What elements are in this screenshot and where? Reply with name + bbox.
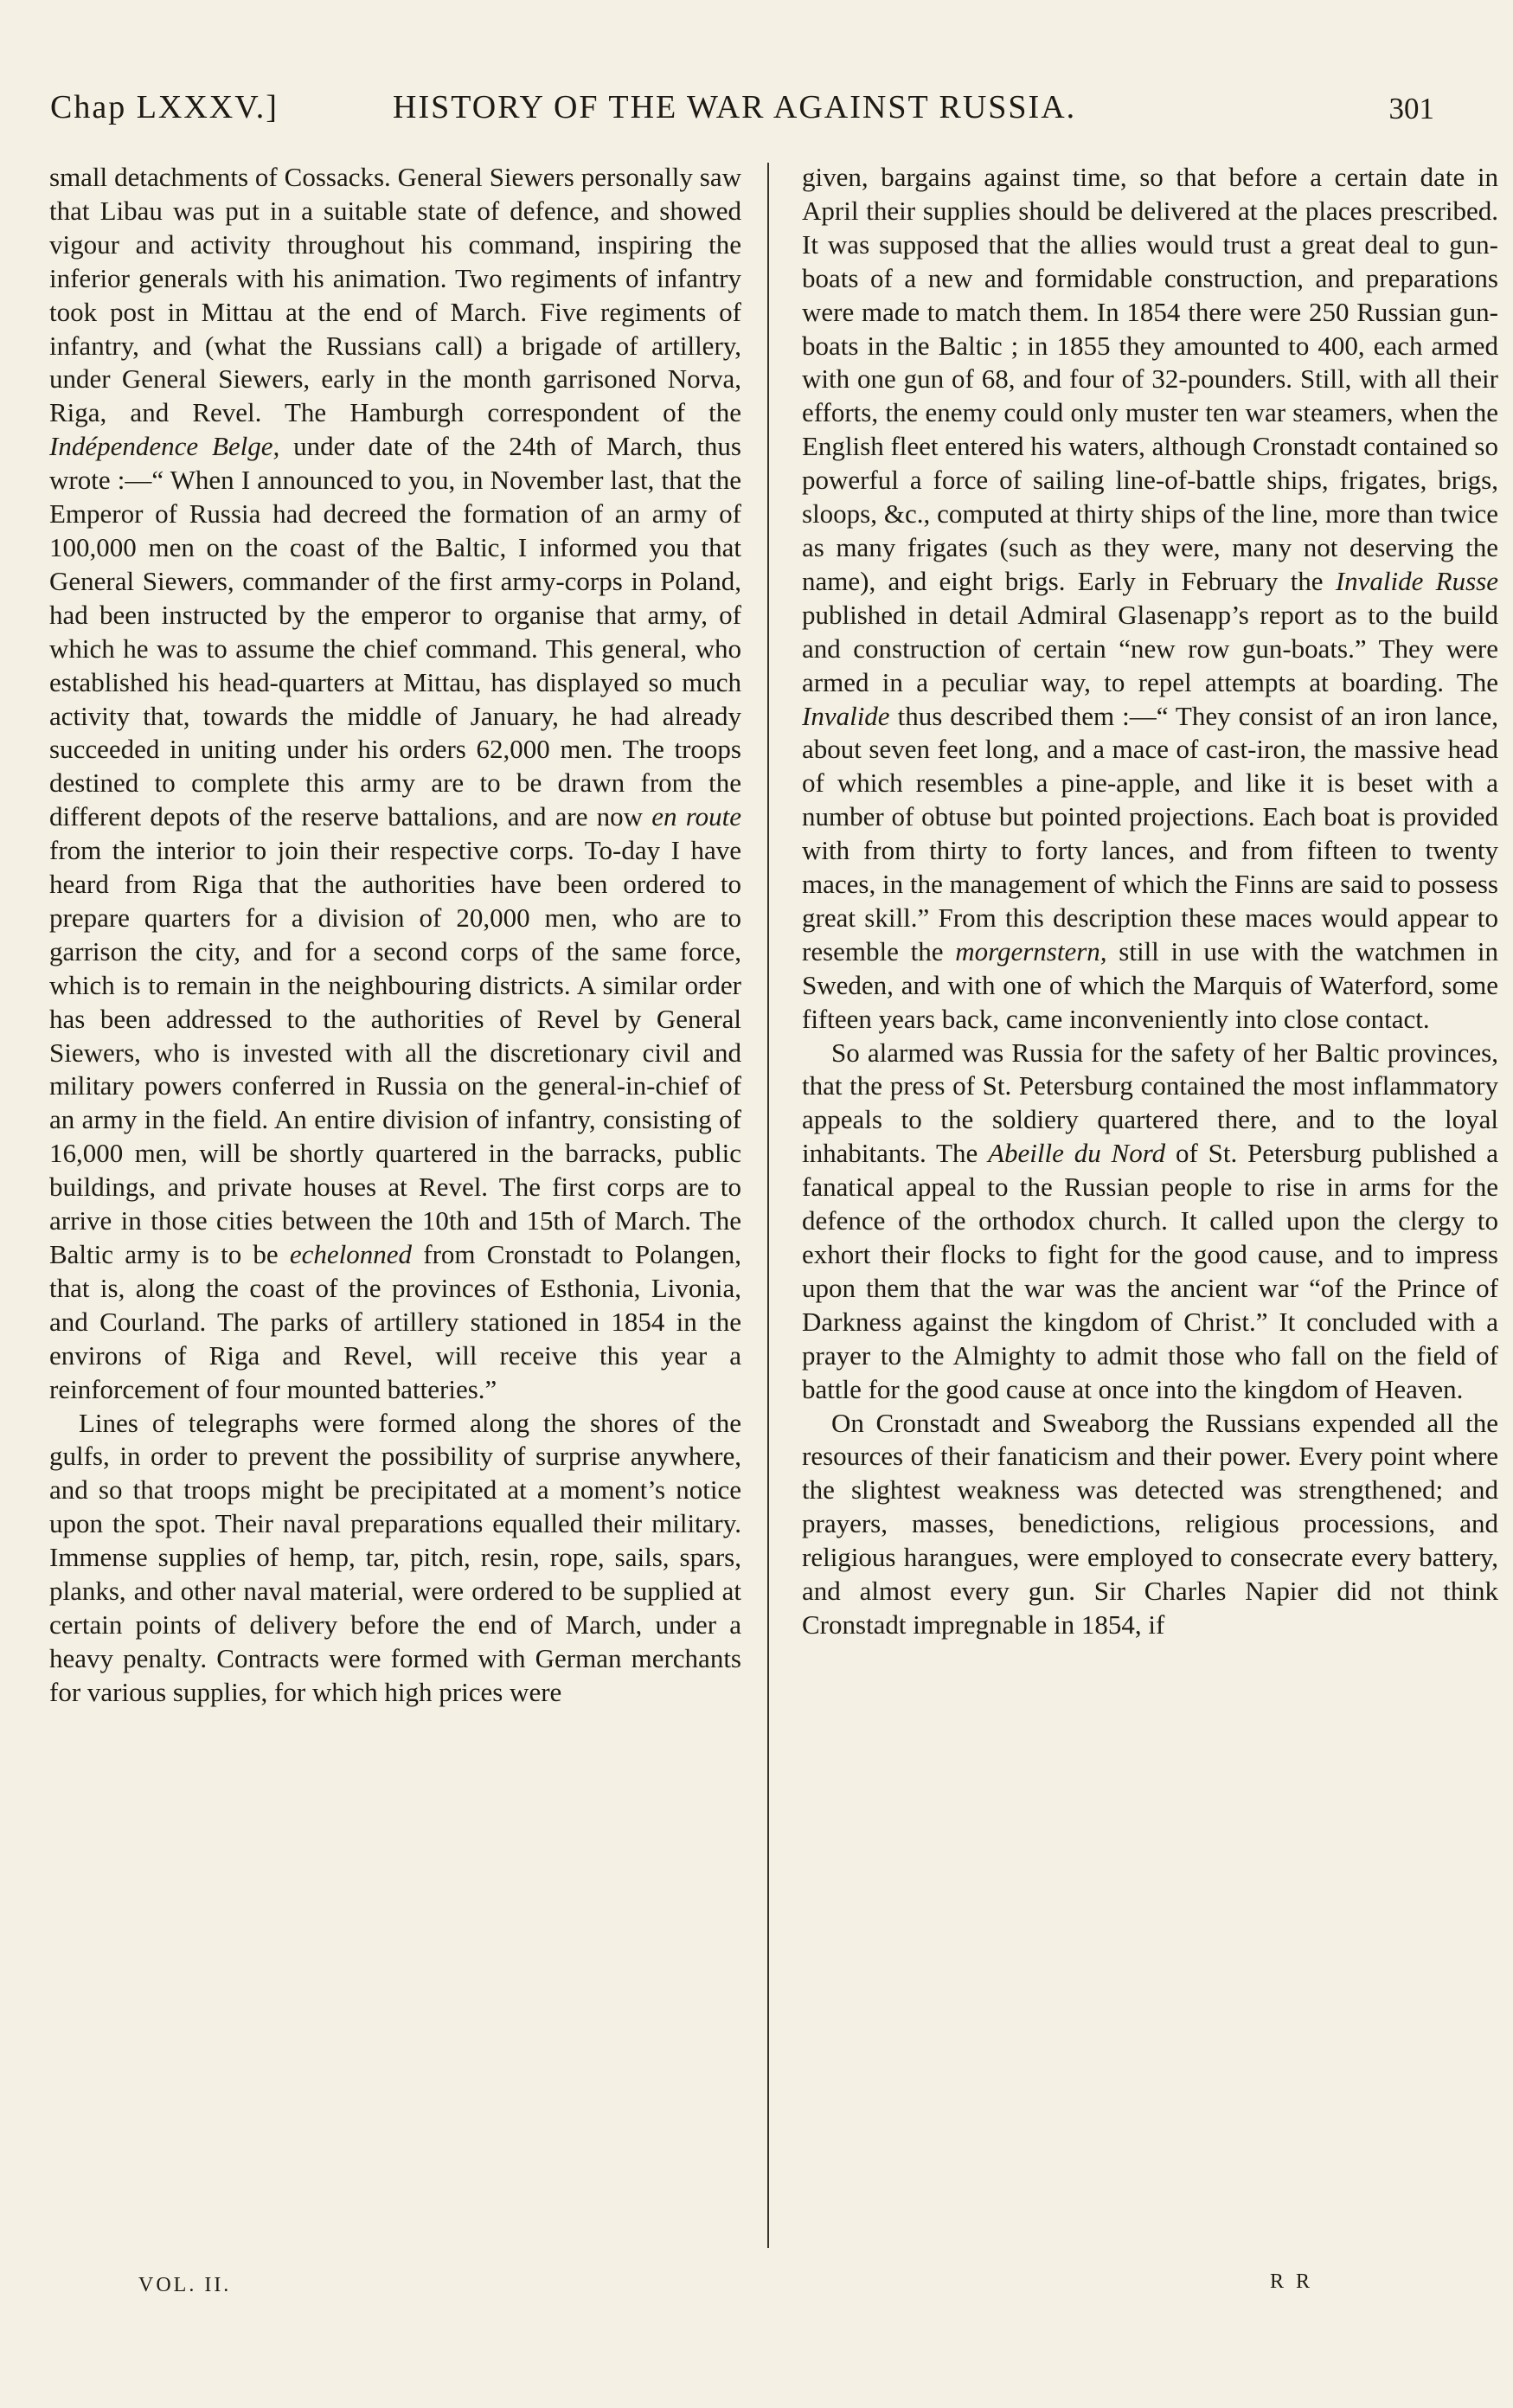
italic-run: morgernstern, <box>955 935 1107 966</box>
text-run: published in detail Admiral Glasenapp’s report as to the build and construction of certain “new row gun-boats.” They were armed in a peculiar way, to repel attempts at boarding. The <box>802 599 1498 697</box>
paragraph <box>49 161 741 1407</box>
signature-mark: R R <box>1270 2270 1314 2293</box>
text-run: under date of the 24th of March, thus wrote :—“ When I announced to you, in November last, that the Emperor of Russia had decreed the formation of an army of 100,000 men on the coast of the Baltic, I informed you that General Siewers, commander of the first army-corps in Poland, had been instructed by the emperor to organise that army, of which he was to assume the chief command. This general, who established his head-quarters at Mittau, has displayed so much activity that, towards the middle of January, he had already succeeded in uniting under his orders 62,000 men. The troops destined to complete this army are to be drawn from the different depots of the reserve battalions, and are now <box>49 431 741 832</box>
italic-run: Indépendence Belge, <box>49 431 280 462</box>
text-run: So alarmed was Russia for the safety of her Baltic provinces, that the press of St. Petersburg contained the most inflammatory appeals to the soldiery quartered there, and to the loyal inhabitants. The <box>802 1037 1498 1169</box>
page-number: 301 <box>1388 92 1434 125</box>
italic-run: en route <box>651 801 742 832</box>
chapter-label: Chap LXXXV.] <box>50 89 279 125</box>
text-run: small detachments of Cossacks. General Siewers personally saw that Libau was put in a suitable state of defence, and showed vigour and activity throughout his command, inspiring the inferior generals with his animation. Two regiments of infantry took post in Mittau at the end of March. Five regiments of infantry, and (what the Russians call) a brigade of artillery, under General Siewers, early in the month garrisoned Norva, Riga, and Revel. The Hamburgh correspondent of the <box>49 162 741 428</box>
column-divider <box>767 163 769 2248</box>
italic-run: echelonned <box>289 1239 413 1269</box>
paragraph <box>802 161 1498 1037</box>
page-title: HISTORY OF THE WAR AGAINST RUSSIA. <box>393 89 1077 125</box>
italic-run: Abeille du Nord <box>988 1138 1166 1169</box>
italic-run: Invalide <box>802 700 890 731</box>
volume-label: VOL. II. <box>138 2274 232 2296</box>
italic-run: Invalide Russe <box>1335 565 1498 596</box>
running-header <box>50 88 1434 140</box>
paragraph <box>802 1037 1498 1407</box>
text-run: of St. Petersburg published a fanatical appeal to the Russian people to rise in arms for the defence of the orthodox church. It called upon the clergy to exhort their flocks to fight for the good cause, and to impress upon them that the war was the ancient war “of the Prince of Darkness against the kingdom of Christ.” It concluded with a prayer to the Almighty to admit those who fall on the field of battle for the good cause at once into the kingdom of Heaven. <box>802 1138 1499 1404</box>
right-column <box>802 161 1498 1642</box>
text-run: from Cronstadt to Polangen, that is, along the coast of the provinces of Esthonia, Livonia, and Courland. The parks of artillery stationed in 1854 in the environs of Riga and Revel, will receive this year a reinforcement of four mounted batteries.” <box>49 1239 742 1404</box>
text-run: still in use with the watchmen in Sweden, and with one of which the Marquis of Waterford, some fifteen years back, came inconveniently into close contact. <box>802 935 1498 1034</box>
text-run: thus described them :—“ They consist of an iron lance, about seven feet long, and a mace of cast-iron, the massive head of which resembles a pine-apple, and like it is beset with a number of obtuse but pointed projections. Each boat is provided with from thirty to forty lances, and from fifteen to twenty maces, in the management of which the Finns are said to possess great skill.” From this description these maces would appear to resemble the <box>802 700 1498 966</box>
paragraph: Lines of telegraphs were formed along the shores of the gulfs, in order to prevent the possibility of surprise anywhere, and so that troops might be precipitated at a moment’s notice upon the spot. Their naval preparations equalled their military. Immense supplies of hemp, tar, pitch, resin, rope, sails, spars, planks, and other naval material, were ordered to be supplied at certain points of delivery before the end of March, under a heavy penalty. Contracts were formed with German merchants for various supplies, for which high prices were <box>49 1407 741 1707</box>
left-column <box>49 161 741 1710</box>
paragraph: On Cronstadt and Sweaborg the Russians expended all the resources of their fanaticism and their power. Every point where the slightest weakness was detected was strengthened; and prayers, masses, benedictions, religious processions, and religious harangues, were employed to consecrate every battery, and almost every gun. Sir Charles Napier did not think Cronstadt impregnable in 1854, if <box>802 1407 1498 1640</box>
text-run: given, bargains against time, so that before a certain date in April their supplies should be delivered at the places prescribed. It was supposed that the allies would trust a great deal to gun-boats of a new and formidable construction, and preparations were made to match them. In 1854 there were 250 Russian gun-boats in the Baltic ; in 1855 they amounted to 400, each armed with one gun of 68, and four of 32-pounders. Still, with all their efforts, the enemy could only muster ten war steamers, when the English fleet entered his waters, although Cronstadt contained so powerful a force of sailing line-of-battle ships, frigates, brigs, sloops, &c., computed at thirty ships of the line, more than twice as many frigates (such as they were, many not deserving the name), and eight brigs. Early in February the <box>802 162 1498 596</box>
text-run: from the interior to join their respective corps. To-day I have heard from Riga that the authorities have been ordered to prepare quarters for a division of 20,000 men, who are to garrison the city, and for a second corps of the same force, which is to remain in the neighbouring districts. A similar order has been addressed to the authorities of Revel by General Siewers, who is invested with all the discretionary civil and military powers conferred in Russia on the general-in-chief of an army in the field. An entire division of infantry, consisting of 16,000 men, will be shortly quartered in the barracks, public buildings, and private houses at Revel. The first corps are to arrive in those cities between the 10th and 15th of March. The Baltic army is to be <box>49 835 741 1269</box>
